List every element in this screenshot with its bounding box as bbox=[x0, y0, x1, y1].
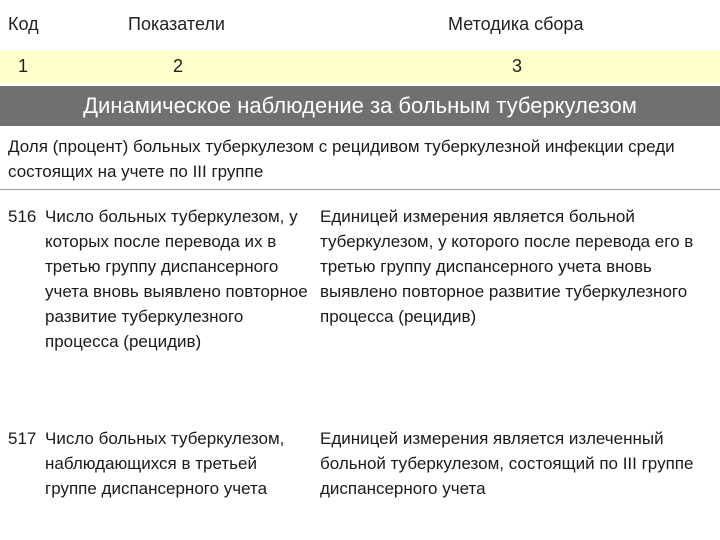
method-column-header: Методика сбора bbox=[448, 14, 584, 34]
indicators-column-header: Показатели bbox=[128, 14, 225, 34]
row-method: Единицей измерения является больной туберкулезом, у которого после перевода его в третью группу диспансерного учета вновь выявлено повторное развитие туберкулезного процесса (рецидив) bbox=[320, 207, 694, 326]
row-code: 516 bbox=[8, 207, 37, 226]
row-method: Единицей измерения является излеченный больной туберкулезом, состоящий по III группе диспансерного учета bbox=[320, 429, 694, 498]
row-code: 517 bbox=[8, 429, 37, 448]
indicator-group-title: Доля (процент) больных туберкулезом с рецидивом туберкулезной инфекции среди состоящих на учете по III группе bbox=[0, 128, 720, 190]
row-indicator: Число больных туберкулезом, наблюдающихся в третьей группе диспансерного учета bbox=[45, 429, 285, 498]
row-indicator: Число больных туберкулезом, у которых после перевода их в третью группу диспансерного учета вновь выявлено повторное развитие туберкулезного процесса (рецидив) bbox=[45, 207, 308, 351]
column-number-1: 1 bbox=[18, 56, 29, 76]
code-column-header: Код bbox=[8, 14, 39, 34]
table-header bbox=[0, 0, 720, 50]
section-title: Динамическое наблюдение за больным туберкулезом bbox=[0, 86, 720, 126]
column-number-3: 3 bbox=[512, 56, 523, 76]
column-number-2: 2 bbox=[173, 56, 184, 76]
column-number-row bbox=[0, 50, 720, 83]
